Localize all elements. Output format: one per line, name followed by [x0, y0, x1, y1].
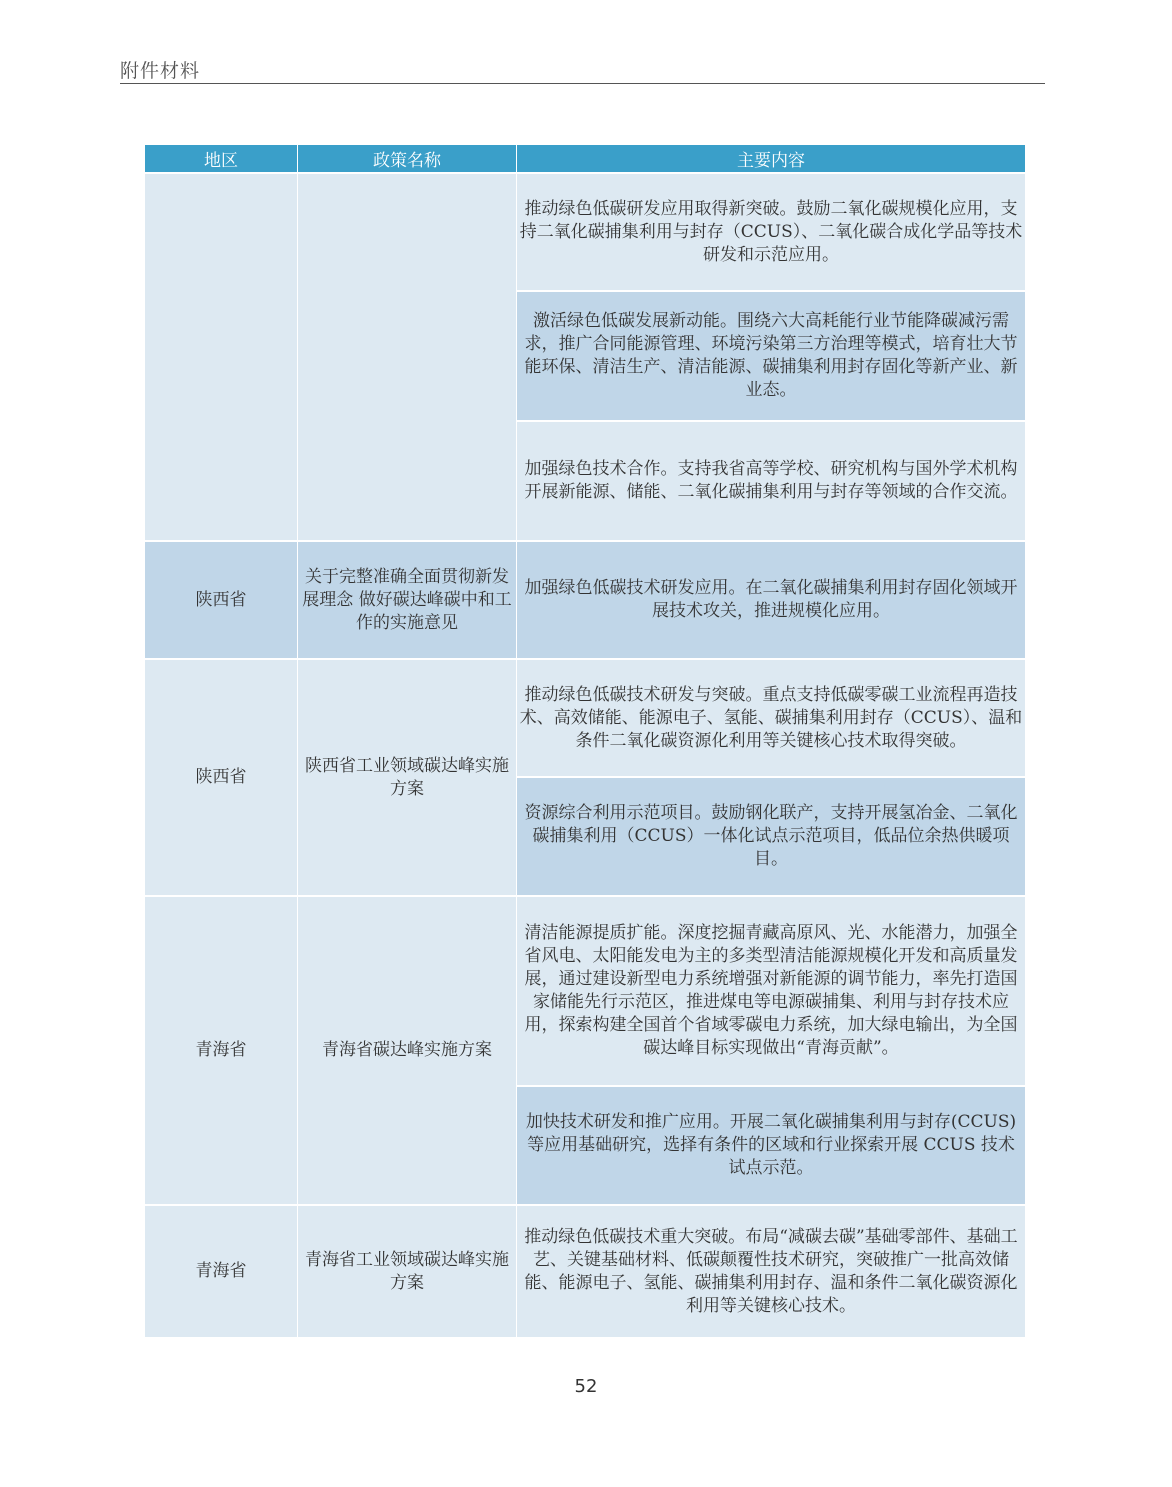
- column-header-content: 主要内容: [517, 145, 1025, 172]
- policy-cell: 陕西省工业领域碳达峰实施方案: [298, 660, 516, 895]
- content-cell: 推动绿色低碳技术重大突破。布局“减碳去碳”基础零部件、基础工艺、关键基础材料、低碳颠覆性技术研究，突破推广一批高效储能、能源电子、氢能、碳捕集利用封存、温和条件二氧化碳资源化利用等关键核心技术。: [517, 1206, 1025, 1337]
- region-cell: 青海省: [145, 1206, 297, 1337]
- policy-cell: 青海省工业领域碳达峰实施方案: [298, 1206, 516, 1337]
- header-rule: [120, 83, 1045, 84]
- column-header-region: 地区: [145, 145, 297, 172]
- content-cell: 清洁能源提质扩能。深度挖掘青藏高原风、光、水能潜力，加强全省风电、太阳能发电为主的多类型清洁能源规模化开发和高质量发展，通过建设新型电力系统增强对新能源的调节能力，率先打造国家储能先行示范区，推进煤电等电源碳捕集、利用与封存技术应用，探索构建全国首个省域零碳电力系统，加大绿电输出，为全国碳达峰目标实现做出“青海贡献”。: [517, 897, 1025, 1085]
- content-cell: 加强绿色低碳技术研发应用。在二氧化碳捕集利用封存固化领域开展技术攻关，推进规模化应用。: [517, 542, 1025, 658]
- region-cell: 陕西省: [145, 542, 297, 658]
- page-number: 52: [574, 1376, 598, 1397]
- content-cell: 资源综合利用示范项目。鼓励钢化联产，支持开展氢冶金、二氧化碳捕集利用（CCUS）一体化试点示范项目，低品位余热供暖项目。: [517, 778, 1025, 895]
- policy-cell: 青海省碳达峰实施方案: [298, 897, 516, 1204]
- column-header-policy: 政策名称: [298, 145, 516, 172]
- region-cell: [145, 174, 297, 540]
- region-cell: 青海省: [145, 897, 297, 1204]
- content-cell: 激活绿色低碳发展新动能。围绕六大高耗能行业节能降碳减污需求，推广合同能源管理、环境污染第三方治理等模式，培育壮大节能环保、清洁生产、清洁能源、碳捕集利用封存固化等新产业、新业态。: [517, 292, 1025, 420]
- running-head: 附件材料: [120, 60, 201, 82]
- content-cell: 加强绿色技术合作。支持我省高等学校、研究机构与国外学术机构开展新能源、储能、二氧化碳捕集利用与封存等领域的合作交流。: [517, 422, 1025, 540]
- region-cell: 陕西省: [145, 660, 297, 895]
- content-cell: 推动绿色低碳技术研发与突破。重点支持低碳零碳工业流程再造技术、高效储能、能源电子、氢能、碳捕集利用封存（CCUS）、温和条件二氧化碳资源化利用等关键核心技术取得突破。: [517, 660, 1025, 776]
- content-cell: 推动绿色低碳研发应用取得新突破。鼓励二氧化碳规模化应用，支持二氧化碳捕集利用与封存（CCUS）、二氧化碳合成化学品等技术研发和示范应用。: [517, 174, 1025, 290]
- policy-cell: 关于完整准确全面贯彻新发展理念 做好碳达峰碳中和工作的实施意见: [298, 542, 516, 658]
- content-cell: 加快技术研发和推广应用。开展二氧化碳捕集利用与封存(CCUS) 等应用基础研究，选择有条件的区域和行业探索开展 CCUS 技术试点示范。: [517, 1087, 1025, 1204]
- policy-cell: [298, 174, 516, 540]
